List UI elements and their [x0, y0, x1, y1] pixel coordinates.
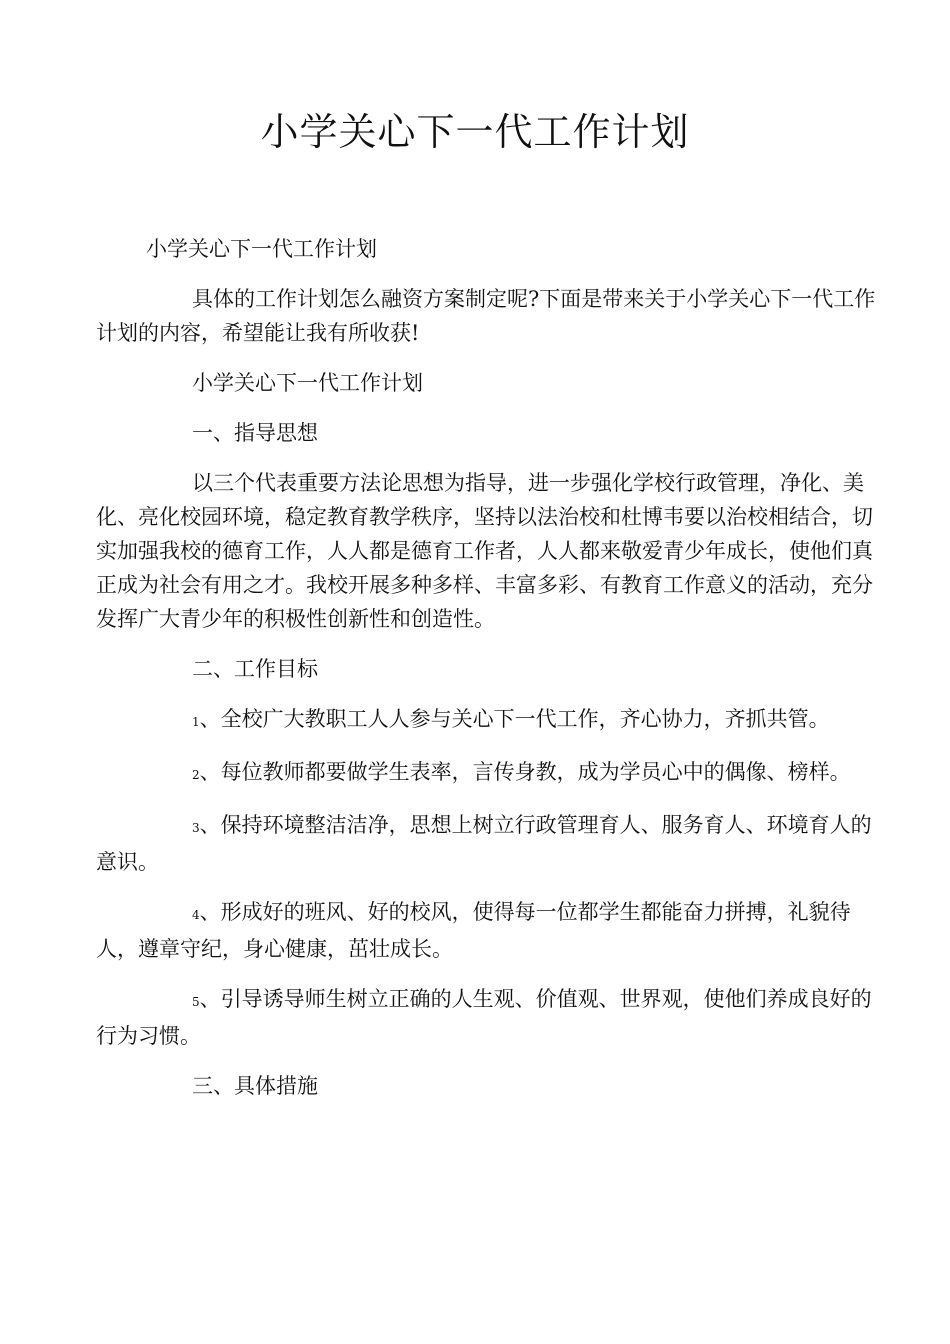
goal-text: 、全校广大教职工人人参与关心下一代工作，齐心协力，齐抓共管。 [199, 707, 830, 731]
goal-item [96, 895, 876, 966]
goal-number: 4 [192, 908, 200, 922]
goal-item [96, 982, 876, 1053]
subtitle: 小学关心下一代工作计划 [146, 237, 377, 261]
goal-number: 5 [192, 995, 200, 1009]
page-title: 小学关心下一代工作计划 [260, 110, 690, 154]
section2-title: 二、工作目标 [192, 657, 318, 681]
goal-number: 2 [192, 768, 200, 782]
goal-text: 、引导诱导师生树立正确的人生观、价值观、世界观，使他们养成良好的行为习惯。 [96, 987, 872, 1048]
goal-item [96, 702, 876, 739]
document-body [96, 232, 876, 1119]
goal-text: 、形成好的班风、好的校风，使得每一位都学生都能奋力拼搏，礼貌待人，遵章守纪，身心健康，茁壮成长。 [96, 900, 851, 961]
section1-title: 一、指导思想 [192, 421, 318, 445]
section1-paragraph: 以三个代表重要方法论思想为指导，进一步强化学校行政管理，净化、美化、亮化校园环境，稳定教育教学秩序，坚持以法治校和杜博韦要以治校相结合，切实加强我校的德育工作，人人都是德育工作者，人人都来敬爱青少年成长，使他们真正成为社会有用之才。我校开展多种多样、丰富多彩、有教育工作意义的活动，充分发挥广大青少年的积极性创新性和创造性。 [96, 471, 873, 631]
goal-number: 3 [192, 821, 200, 835]
section3-title: 三、具体措施 [192, 1074, 318, 1098]
heading-repeat: 小学关心下一代工作计划 [192, 371, 423, 395]
goal-text: 、保持环境整洁洁净，思想上树立行政管理育人、服务育人、环境育人的意识。 [96, 813, 872, 874]
goal-text: 、每位教师都要做学生表率，言传身教，成为学员心中的偶像、榜样。 [199, 760, 851, 784]
intro-paragraph: 具体的工作计划怎么融资方案制定呢?下面是带来关于小学关心下一代工作计划的内容，希望能让我有所收获! [96, 287, 876, 345]
goal-number: 1 [192, 715, 200, 729]
goal-item [96, 808, 876, 879]
goal-item [96, 755, 876, 792]
